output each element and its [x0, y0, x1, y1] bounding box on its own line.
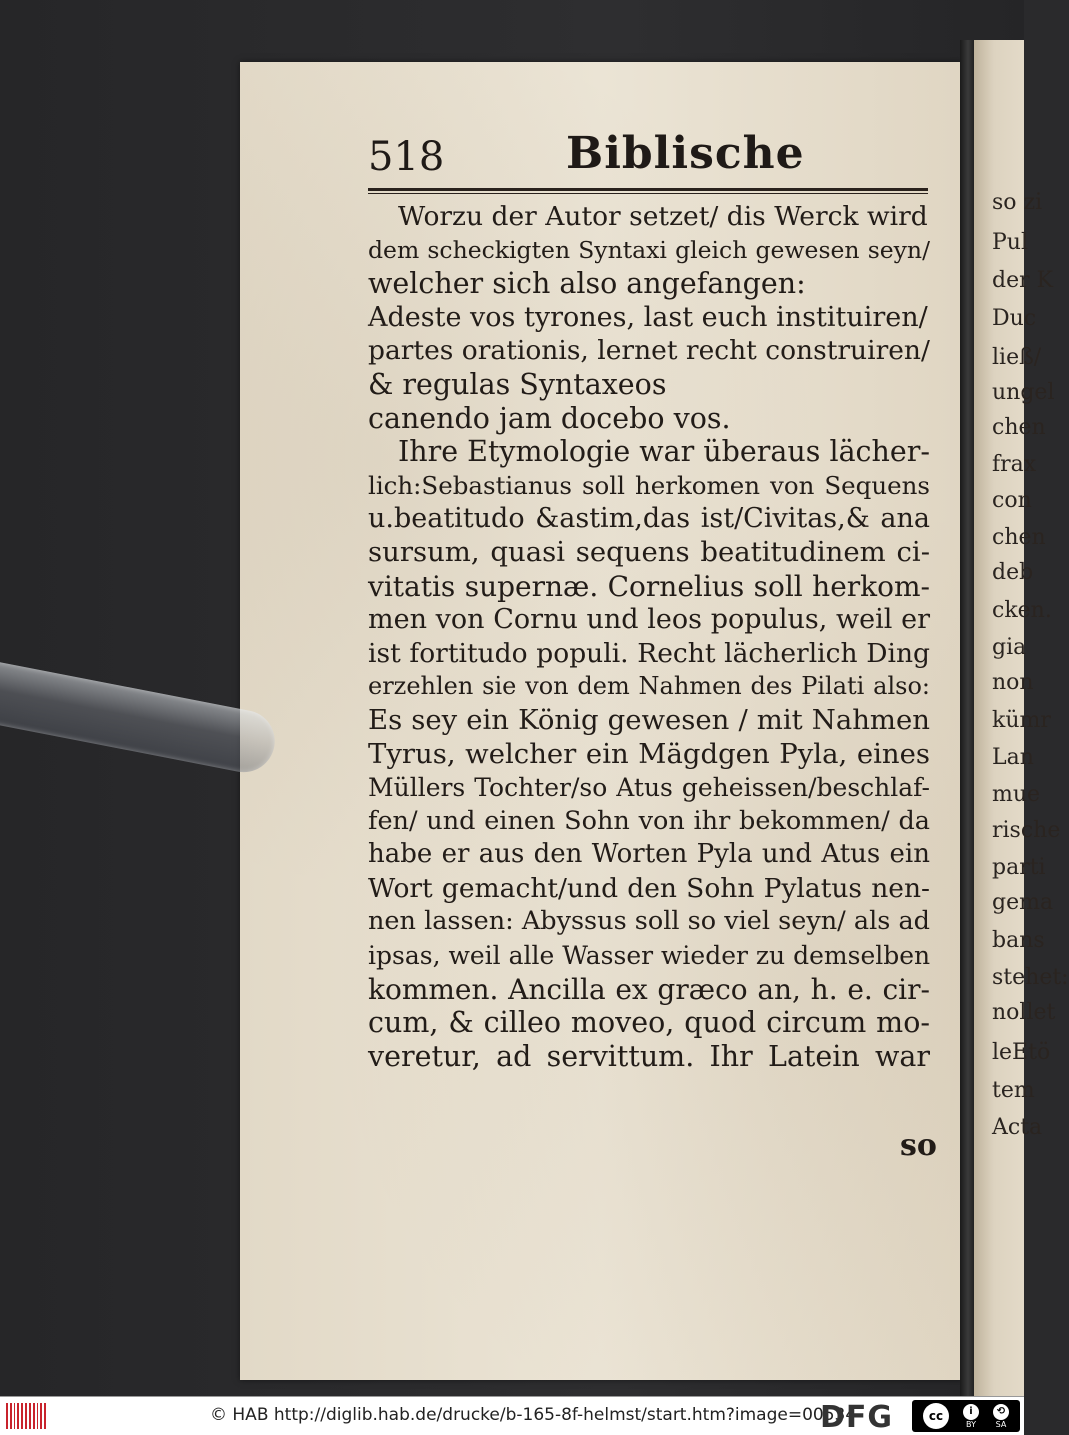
next-page-fragment: ungel — [992, 380, 1055, 405]
text-line: Müllers Tochter/so Atus geheissen/beschlaf- — [368, 773, 930, 803]
text-line: sursum, quasi sequens beatitudinem ci- — [368, 535, 930, 568]
text-line: Worzu der Autor setzet/ dis Werck wird — [398, 201, 928, 232]
next-page-fragment: Lan — [992, 745, 1034, 770]
cc-icon: cc — [923, 1403, 949, 1429]
next-page-fragment: non — [992, 670, 1034, 695]
page-header — [368, 128, 928, 188]
next-page-fragment: cken. — [992, 598, 1052, 623]
catchword: so — [900, 1128, 937, 1163]
next-page-fragment: tem — [992, 1078, 1035, 1103]
next-page-fragment: chen — [992, 525, 1046, 550]
next-page-fragment: Duc — [992, 306, 1037, 331]
next-page-fragment: kümr — [992, 708, 1051, 733]
next-page-fragment: Pul — [992, 230, 1029, 255]
next-page-fragment: con — [992, 488, 1032, 513]
next-page-fragment: bans — [992, 928, 1045, 953]
text-line: cum, & cilleo moveo, quod circum mo- — [368, 1006, 930, 1040]
text-line: kommen. Ancilla ex græco an, h. e. cir- — [368, 972, 930, 1006]
text-line: men von Cornu und leos populus, weil er — [368, 604, 930, 636]
text-line: Wort gemacht/und den Sohn Pylatus nen- — [368, 872, 930, 904]
text-line: veretur, ad servittum. Ihr Latein war — [368, 1039, 930, 1073]
next-page-fragment: chen — [992, 415, 1046, 440]
text-line: vitatis supernæ. Cornelius soll herkom- — [368, 569, 930, 603]
dfg-logo: DFG — [820, 1400, 894, 1435]
body-text — [368, 200, 930, 1073]
next-page-fragment: deb — [992, 560, 1034, 585]
next-page-fragment: parti — [992, 855, 1046, 880]
next-page-fragment: gema — [992, 890, 1054, 915]
cc-license-badge[interactable] — [912, 1400, 1020, 1432]
text-line: dem scheckigten Syntaxi gleich gewesen seyn/ — [368, 235, 930, 264]
next-page-fragment: nollet — [992, 1000, 1056, 1025]
by-icon: i BY — [963, 1404, 979, 1429]
text-line: & regulas Syntaxeos — [368, 367, 667, 401]
next-page-edge — [974, 40, 1069, 1396]
text-line: lich:Sebastianus soll herkomen von Sequens — [368, 470, 930, 500]
text-line: habe er aus den Worten Pyla und Atus ein — [368, 839, 930, 870]
header-rule — [368, 188, 928, 191]
text-line: partes orationis, lernet recht construiren/ — [368, 335, 930, 367]
header-rule-thin — [368, 193, 928, 194]
page-number: 518 — [368, 134, 445, 180]
sa-icon: ⟲ SA — [993, 1404, 1009, 1429]
text-line: fen/ und einen Sohn von ihr bekommen/ da — [368, 805, 930, 836]
text-line: nen lassen: Abyssus soll so viel seyn/ als ad — [368, 906, 930, 937]
text-line: Es sey ein König gewesen / mit Nahmen — [368, 703, 930, 736]
text-line: canendo jam docebo vos. — [368, 401, 731, 435]
text-line: welcher sich also angefangen: — [368, 267, 806, 301]
text-line: Ihre Etymologie war überaus lächer- — [398, 435, 930, 469]
source-link[interactable]: © HAB http://diglib.hab.de/drucke/b-165-8f-helmst/start.htm?image=00534 — [210, 1405, 857, 1425]
next-page-fragment: rische — [992, 818, 1061, 843]
text-line: erzehlen sie von dem Nahmen des Pilati also: — [368, 672, 930, 701]
next-page-fragment: so zi — [992, 190, 1043, 215]
viewer-footer — [0, 1396, 1024, 1435]
text-line: Tyrus, welcher ein Mägdgen Pyla, eines — [368, 737, 930, 770]
text-line: u.beatitudo &astim,das ist/Civitas,& ana — [368, 503, 930, 535]
text-line: Adeste vos tyrones, last euch instituiren/ — [368, 301, 928, 333]
next-page-fragment: leEtö — [992, 1040, 1051, 1065]
barcode-logo-icon — [6, 1403, 46, 1429]
next-page-fragment: mue — [992, 782, 1041, 807]
running-head: Biblische — [566, 128, 805, 179]
text-line: ipsas, weil alle Wasser wieder zu demselben — [368, 941, 931, 971]
next-page-fragment: stehet: — [992, 965, 1069, 990]
next-page-fragment: ließ/ — [992, 345, 1042, 370]
next-page-fragment: Acta — [992, 1115, 1043, 1140]
next-page-fragment: frax — [992, 452, 1037, 477]
text-line: ist fortitudo populi. Recht lächerlich Ding — [368, 637, 930, 669]
next-page-fragment: gia — [992, 635, 1027, 660]
next-page-fragment: der K — [992, 268, 1054, 293]
